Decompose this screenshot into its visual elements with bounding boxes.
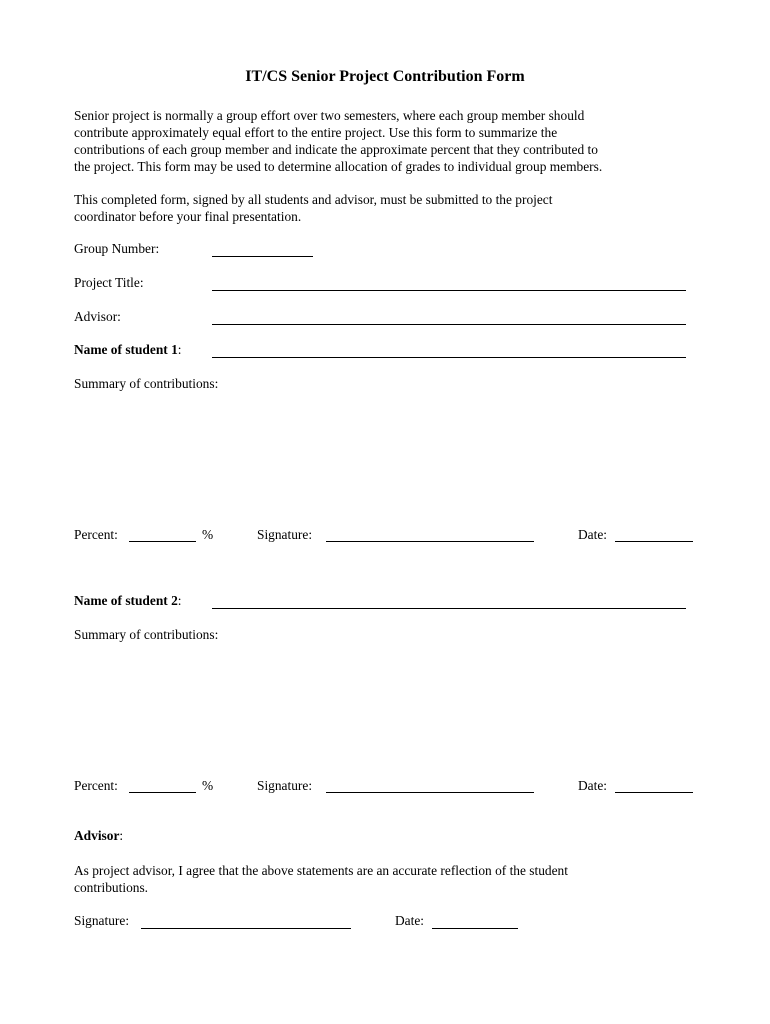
intro-line: the project. This form may be used to determine allocation of grades to individual group members. [74, 159, 603, 174]
advisor-statement [74, 862, 704, 896]
group-number-label: Group Number: [74, 241, 160, 256]
intro-paragraph [74, 107, 704, 175]
student1-signature-label: Signature: [257, 527, 313, 542]
group-number-field[interactable] [212, 256, 313, 257]
student1-percent-unit: % [202, 527, 214, 542]
student2-summary-area[interactable] [74, 647, 694, 765]
student1-summary-label: Summary of contributions: [74, 376, 219, 391]
student1-name-label: Name of student 1 [74, 342, 178, 357]
advisor-date-field[interactable] [432, 928, 518, 929]
student1-percent-field[interactable] [129, 541, 196, 542]
student2-percent-unit: % [202, 778, 214, 793]
submission-line: coordinator before your final presentation. [74, 209, 302, 224]
advisor-date-label: Date: [395, 913, 424, 928]
advisor-heading: Advisor [74, 828, 120, 843]
student1-date-field[interactable] [615, 541, 693, 542]
student2-name-label: Name of student 2 [74, 593, 178, 608]
intro-line: Senior project is normally a group effort over two semesters, where each group member should [74, 108, 585, 123]
student2-name-colon: : [177, 593, 182, 608]
project-title-label: Project Title: [74, 275, 144, 290]
student1-date-label: Date: [578, 527, 607, 542]
student1-signature-field[interactable] [326, 541, 534, 542]
advisor-statement-line: As project advisor, I agree that the above statements are an accurate reflection of the student [74, 863, 568, 878]
advisor-label: Advisor: [74, 309, 121, 324]
student2-date-field[interactable] [615, 792, 693, 793]
submission-line: This completed form, signed by all students and advisor, must be submitted to the project [74, 192, 553, 207]
student1-name-colon: : [177, 342, 182, 357]
advisor-heading-colon: : [119, 828, 124, 843]
intro-line: contributions of each group member and indicate the approximate percent that they contributed to [74, 142, 598, 157]
intro-line: contribute approximately equal effort to the entire project. Use this form to summarize the [74, 125, 558, 140]
student1-name-label-group [74, 342, 182, 358]
advisor-heading-group [74, 828, 123, 844]
student2-name-field[interactable] [212, 608, 686, 609]
student2-percent-field[interactable] [129, 792, 196, 793]
advisor-statement-line: contributions. [74, 880, 149, 895]
student1-name-field[interactable] [212, 357, 686, 358]
student2-percent-label: Percent: [74, 778, 118, 793]
student2-summary-label: Summary of contributions: [74, 627, 219, 642]
project-title-field[interactable] [212, 290, 686, 291]
student1-percent-label: Percent: [74, 527, 118, 542]
student1-summary-area[interactable] [74, 396, 694, 514]
student2-name-label-group [74, 593, 182, 609]
student2-signature-label: Signature: [257, 778, 313, 793]
advisor-signature-field[interactable] [141, 928, 351, 929]
form-title: IT/CS Senior Project Contribution Form [245, 68, 525, 85]
advisor-field[interactable] [212, 324, 686, 325]
submission-paragraph [74, 191, 704, 225]
student2-signature-field[interactable] [326, 792, 534, 793]
advisor-signature-label: Signature: [74, 913, 130, 928]
student2-date-label: Date: [578, 778, 607, 793]
